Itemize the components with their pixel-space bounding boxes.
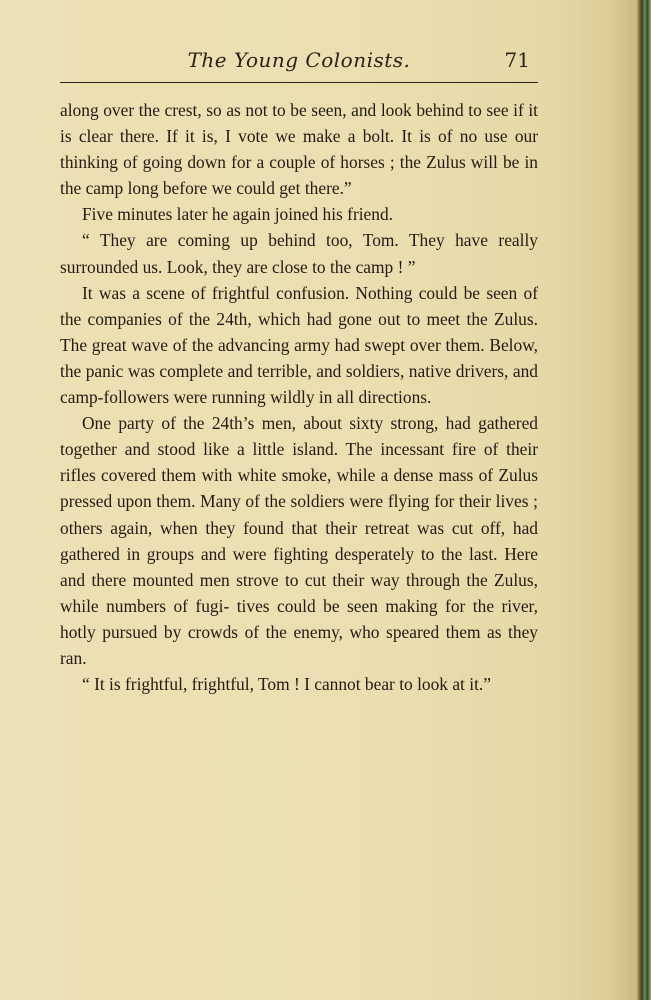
- paragraph-2: Five minutes later he again joined his friend.: [82, 204, 394, 225]
- body-text: [60, 97, 538, 697]
- paragraph-1: along over the crest, so as not to be seen, and look behind to see if it is clear there. If it is, I vote we make a bolt. It is of no use our thinking of going down for a couple of horses ; the Zulus will be in the camp long before we could get there.”: [60, 100, 538, 199]
- page-gutter: [637, 0, 651, 1000]
- paragraph-3: “ They are coming up behind too, Tom. They have really surrounded us. Look, they are close to the camp ! ”: [60, 230, 538, 277]
- running-title: The Young Colonists.: [187, 48, 411, 72]
- page-number: 71: [504, 48, 530, 72]
- header-rule: [60, 82, 538, 83]
- page-header: [60, 44, 538, 84]
- paragraph-4: It was a scene of frightful confusion. Nothing could be seen of the companies of the 24th, which had gone out to meet the Zulus. The great wave of the advancing army had swept over them. Below, the panic was complete and terrible, and soldiers, native drivers, and camp-followers were running wildly in all directions.: [60, 282, 538, 408]
- paragraph-5: One party of the 24th’s men, about sixty strong, had gathered together and stood like a little island. The incessant fire of their rifles covered them with white smoke, while a dense mass of Zulus pressed upon them. Many of the soldiers were flying for their lives ; others again, when they found that their retreat was cut off, had gathered in groups and were fighting desperately to the last. Here and there mounted men strove to cut their way through the Zulus, while numbers of fugi- tives could be seen making for the river, hotly pursued by crowds of the enemy, who speared them as they ran.: [60, 413, 538, 668]
- paragraph-6: “ It is frightful, frightful, Tom ! I cannot bear to look at it.”: [82, 674, 491, 695]
